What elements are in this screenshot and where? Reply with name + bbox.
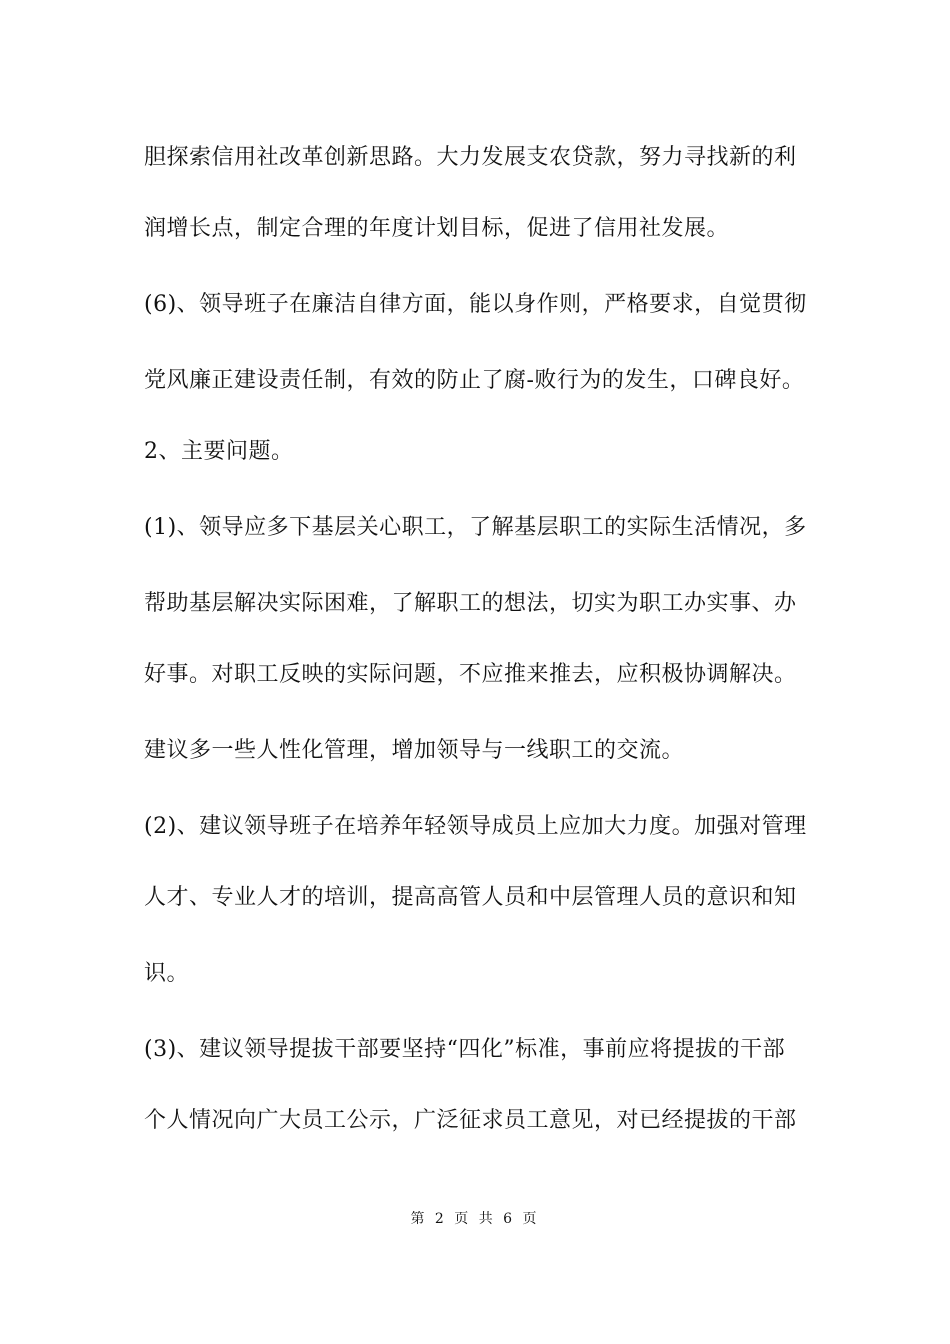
body-text-line: 识。 [144,961,190,986]
section-heading: 2、主要问题。 [144,439,294,464]
body-text-line: (3)、建议领导提拔干部要坚持“四化”标准，事前应将提拔的干部 [144,1037,786,1062]
body-text-line: 好事。对职工反映的实际问题，不应推来推去，应积极协调解决。 [144,662,797,687]
body-text-line: (1)、领导应多下基层关心职工，了解基层职工的实际生活情况，多 [144,515,807,540]
body-text-line: 人才、专业人才的培训，提高高管人员和中层管理人员的意识和知 [144,885,797,910]
body-text-line: 个人情况向广大员工公示，广泛征求员工意见，对已经提拔的干部 [144,1108,797,1133]
body-text-line: 帮助基层解决实际困难，了解职工的想法，切实为职工办实事、办 [144,591,797,616]
body-text-line: (6)、领导班子在廉洁自律方面，能以身作则，严格要求，自觉贯彻 [144,292,807,317]
body-text-line: 建议多一些人性化管理，增加领导与一线职工的交流。 [144,738,685,763]
body-text-line: 胆探索信用社改革创新思路。大力发展支农贷款，努力寻找新的利 [144,145,797,170]
page-number-footer: 第 2 页 共 6 页 [410,1211,540,1227]
body-text-line: 党风廉正建设责任制，有效的防止了腐-败行为的发生，口碑良好。 [144,368,805,393]
body-text-line: (2)、建议领导班子在培养年轻领导成员上应加大力度。加强对管理 [144,814,807,839]
body-text-line: 润增长点，制定合理的年度计划目标，促进了信用社发展。 [144,216,730,241]
